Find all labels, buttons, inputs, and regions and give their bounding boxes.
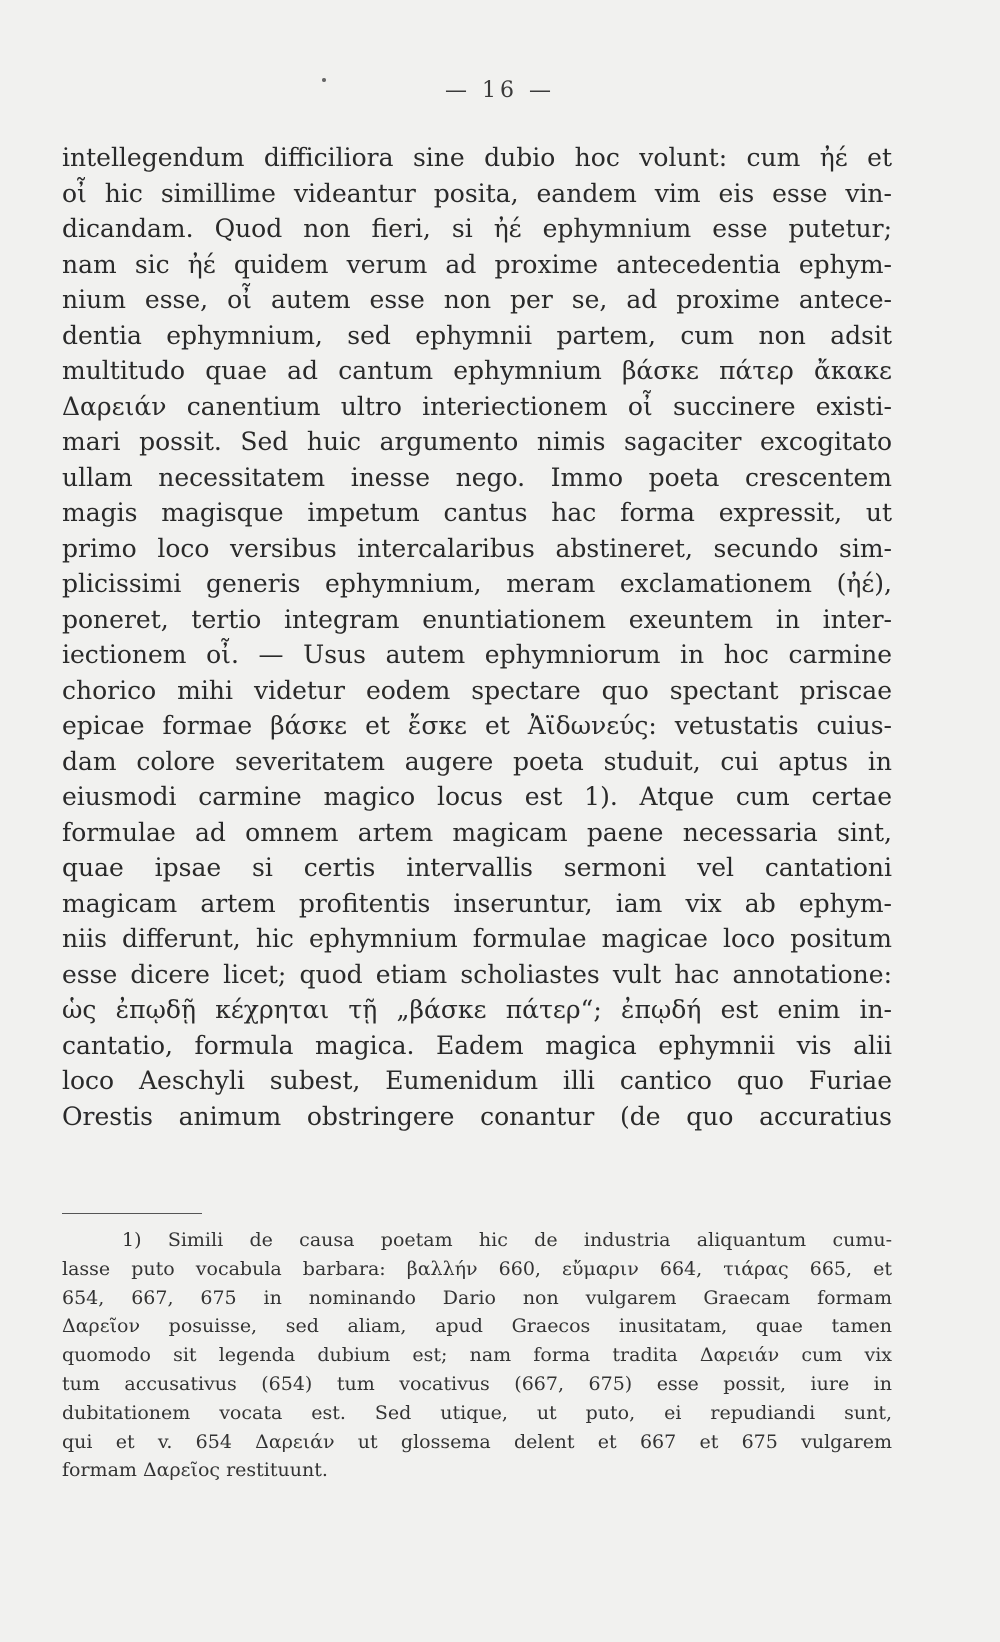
- footnote-line: 654, 667, 675 in nominando Dario non vulgarem Graecam formam: [62, 1286, 892, 1309]
- footnote-divider: [62, 1213, 202, 1214]
- text-line: magicam artem profitentis inseruntur, iam vix ab ephym-: [62, 888, 892, 918]
- footnote-line: lasse puto vocabula barbara: βαλλήν 660, εὔμαριν 664, τιάρας 665, et: [62, 1257, 892, 1280]
- text-line: chorico mihi videtur eodem spectare quo spectant priscae: [62, 675, 892, 705]
- footnote-line: qui et v. 654 Δαρειάν ut glossema delent et 667 et 675 vulgarem: [62, 1430, 892, 1453]
- text-line: ὡς ἐπῳδῇ κέχρηται τῇ „βάσκε πάτερ“; ἐπῳδή est enim in-: [62, 995, 892, 1024]
- page-number: — 16 —: [445, 78, 555, 103]
- text-line: epicae formae βάσκε et ἔσκε et Ἀϊδωνεύς: vetustatis cuius-: [62, 711, 892, 740]
- footnote-line: quomodo sit legenda dubium est; nam forma tradita Δαρειάν cum vix: [62, 1344, 892, 1367]
- text-line: οἶ hic simillime videantur posita, eandem vim eis esse vin-: [62, 178, 892, 208]
- text-line: ullam necessitatem inesse nego. Immo poeta crescentem: [62, 462, 892, 492]
- text-line: dentia ephymnium, sed ephymnii partem, cum non adsit: [62, 320, 892, 350]
- main-text: [62, 140, 892, 1134]
- footnote-line: formam Δαρεῖος restituunt.: [62, 1459, 328, 1482]
- text-line: plicissimi generis ephymnium, meram exclamationem (ἠέ),: [62, 569, 892, 598]
- text-line: poneret, tertio integram enuntiationem exeuntem in inter-: [62, 604, 892, 634]
- text-line: dicandam. Quod non fieri, si ἠέ ephymnium esse putetur;: [62, 214, 892, 243]
- text-line: nam sic ἠέ quidem verum ad proxime antecedentia ephym-: [62, 249, 892, 279]
- text-line: intellegendum difficiliora sine dubio hoc volunt: cum ἠέ et: [62, 143, 892, 172]
- text-line: quae ipsae si certis intervallis sermoni vel cantationi: [62, 853, 892, 882]
- footnote-line: dubitationem vocata est. Sed utique, ut puto, ei repudiandi sunt,: [62, 1401, 892, 1424]
- text-line: niis differunt, hic ephymnium formulae magicae loco positum: [62, 924, 892, 953]
- footnote-line: 1) Simili de causa poetam hic de industria aliquantum cumu-: [122, 1229, 892, 1251]
- text-line: mari possit. Sed huic argumento nimis sagaciter excogitato: [62, 427, 892, 456]
- text-line: magis magisque impetum cantus hac forma expressit, ut: [62, 498, 892, 527]
- text-line: esse dicere licet; quod etiam scholiastes vult hac annotatione:: [62, 959, 892, 989]
- text-line: iectionem οἶ. — Usus autem ephymniorum in hoc carmine: [62, 640, 892, 669]
- text-line: Δαρειάν canentium ultro interiectionem οἶ succinere existi-: [62, 391, 892, 421]
- footnote-block: [62, 1226, 892, 1485]
- text-line: primo loco versibus intercalaribus abstineret, secundo sim-: [62, 533, 892, 563]
- text-line: multitudo quae ad cantum ephymnium βάσκε πάτερ ἄκακε: [62, 356, 892, 385]
- text-line: formulae ad omnem artem magicam paene necessaria sint,: [62, 817, 892, 847]
- text-line: eiusmodi carmine magico locus est 1). Atque cum certae: [62, 782, 892, 811]
- footnote-line: tum accusativus (654) tum vocativus (667, 675) esse possit, iure in: [62, 1372, 892, 1395]
- text-line: Orestis animum obstringere conantur (de quo accuratius: [62, 1101, 892, 1131]
- text-line: loco Aeschyli subest, Eumenidum illi cantico quo Furiae: [62, 1066, 892, 1095]
- text-line: nium esse, οἶ autem esse non per se, ad proxime antece-: [62, 285, 892, 314]
- footnote-line: Δαρεῖον posuisse, sed aliam, apud Graecos inusitatam, quae tamen: [62, 1315, 892, 1338]
- text-line: dam colore severitatem augere poeta studuit, cui aptus in: [62, 746, 892, 776]
- text-line: cantatio, formula magica. Eadem magica ephymnii vis alii: [62, 1030, 892, 1060]
